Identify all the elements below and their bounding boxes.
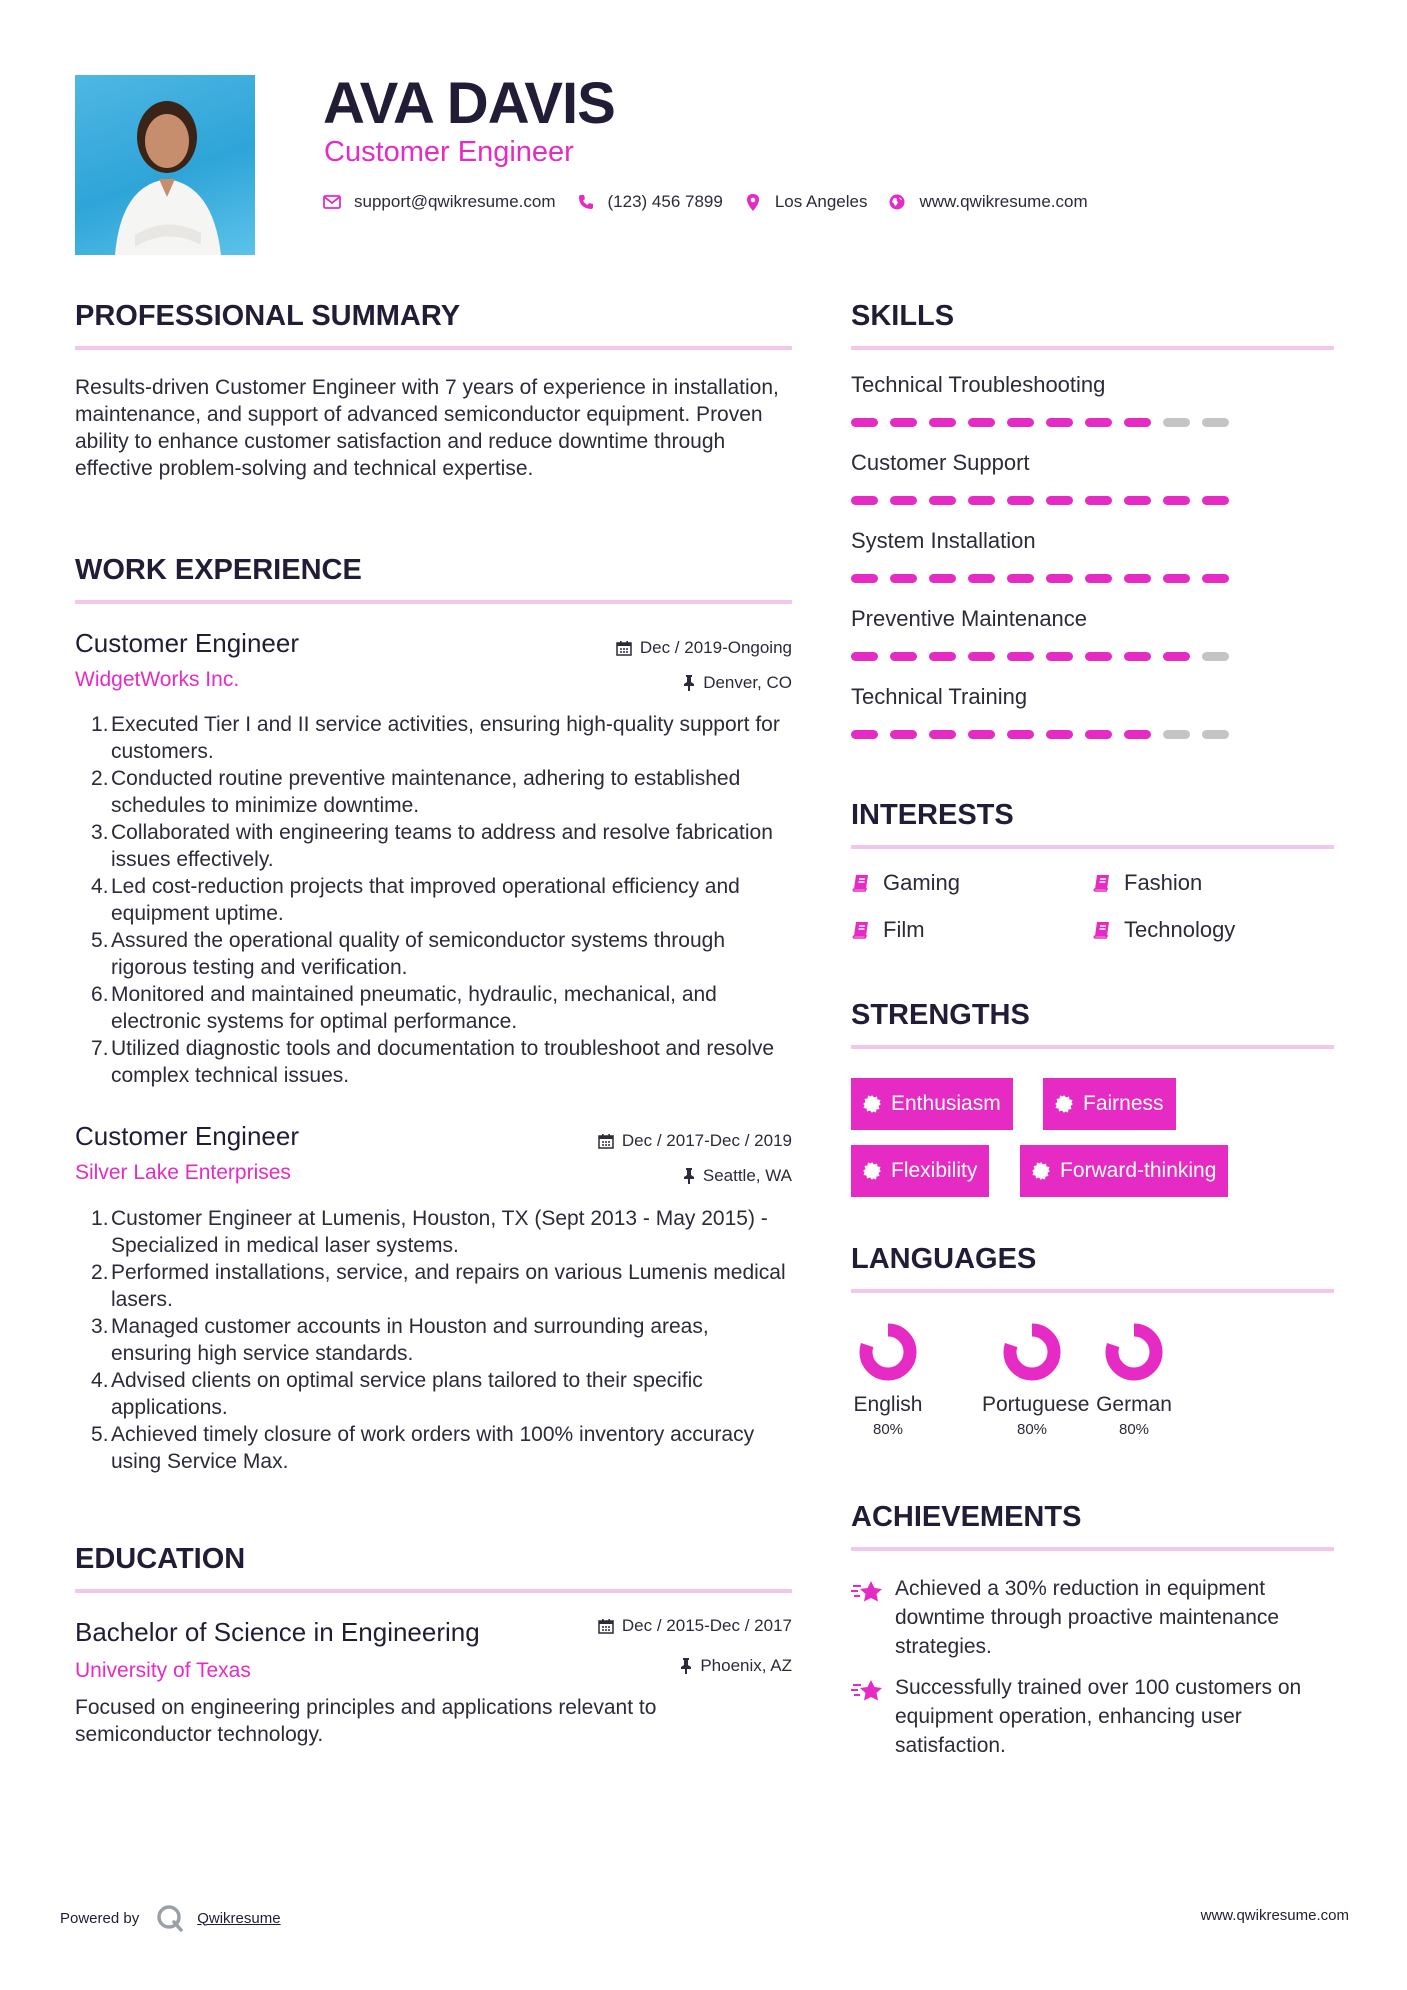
section-title-strengths: STRENGTHS [851, 999, 1030, 1031]
skill-level-segment [1124, 418, 1151, 427]
skill-level-segment [1124, 574, 1151, 583]
language-item [838, 1322, 938, 1438]
skill-level-segment [929, 418, 956, 427]
skill-level-segment [1085, 730, 1112, 739]
education-dates [598, 1616, 792, 1636]
skill-level-segment [1202, 652, 1229, 661]
skill-level-segment [968, 730, 995, 739]
skill-level-segment [1046, 730, 1073, 739]
job-location-text: Seattle, WA [702, 1166, 792, 1185]
language-percent: 80% [1016, 1421, 1048, 1438]
skill-level-segment [890, 496, 917, 505]
skills-list [851, 372, 1334, 762]
strength-label: Fairness [1083, 1092, 1164, 1115]
job-dates [598, 1131, 792, 1151]
badge-icon [863, 1095, 881, 1113]
section-title-skills: SKILLS [851, 300, 955, 332]
calendar-icon [616, 640, 632, 656]
job-location [683, 1166, 792, 1186]
skill-level-segment [1007, 418, 1034, 427]
skill-level-segment [1007, 574, 1034, 583]
skill-level-segment [1163, 730, 1190, 739]
skill-level-segment [968, 574, 995, 583]
footer-website[interactable]: www.qwikresume.com [1200, 1907, 1349, 1924]
language-ring [858, 1322, 918, 1382]
section-title-languages: LANGUAGES [851, 1243, 1037, 1275]
skill-level-segment [1085, 574, 1112, 583]
strength-tag [851, 1145, 989, 1197]
section-divider [75, 1589, 792, 1593]
skill-level-segment [1163, 496, 1190, 505]
badge-icon [1055, 1095, 1073, 1113]
qwikresume-link[interactable]: Qwikresume [197, 1909, 281, 1927]
skill-level-segment [851, 730, 878, 739]
interest-item [1092, 870, 1202, 896]
skill-name: Technical Troubleshooting [851, 372, 1106, 397]
job-dates-text: Dec / 2017-Dec / 2019 [621, 1131, 792, 1150]
footer-powered-by [60, 1903, 281, 1933]
skill-level-segment [968, 418, 995, 427]
section-divider [851, 1289, 1334, 1293]
skill-level-segment [1046, 652, 1073, 661]
phone-icon [576, 192, 596, 212]
achievement-text: Successfully trained over 100 customers on equipment operation, enhancing user satisfaction. [895, 1676, 1302, 1757]
globe-icon [887, 192, 907, 212]
skill-level-segment [1163, 418, 1190, 427]
skill-level-segment [1085, 652, 1112, 661]
language-name: English [853, 1393, 923, 1416]
star-badge-icon [851, 1677, 885, 1707]
contact-location: Los Angeles [774, 192, 868, 211]
section-divider [851, 1547, 1334, 1551]
skill-item [851, 606, 1334, 684]
skill-level-segment [1202, 574, 1229, 583]
school-name: University of Texas [75, 1659, 251, 1682]
interest-label: Fashion [1124, 870, 1203, 895]
skill-level-segment [1202, 730, 1229, 739]
language-percent: 80% [1118, 1421, 1150, 1438]
achievement-item [851, 1574, 1341, 1661]
strength-label: Forward-thinking [1060, 1159, 1217, 1182]
pushpin-icon [683, 675, 695, 691]
skill-level-segment [890, 652, 917, 661]
achievement-text: Achieved a 30% reduction in equipment downtime through proactive maintenance strategies. [895, 1577, 1280, 1658]
email-icon [322, 192, 342, 212]
book-icon [851, 920, 871, 940]
education-location [680, 1656, 792, 1676]
skill-level-segment [890, 730, 917, 739]
star-badge-icon [851, 1578, 885, 1608]
skill-level-segment [1124, 496, 1151, 505]
section-title-experience: WORK EXPERIENCE [75, 554, 362, 586]
skill-level-segment [1046, 574, 1073, 583]
skill-level-segment [1007, 496, 1034, 505]
skill-level-bar [851, 496, 1334, 505]
degree-title: Bachelor of Science in Engineering [75, 1617, 480, 1647]
calendar-icon [598, 1618, 614, 1634]
candidate-name: AVA DAVIS [323, 71, 615, 136]
skill-level-bar [851, 574, 1334, 583]
skill-item [851, 528, 1334, 606]
language-name: Portuguese [982, 1393, 1090, 1416]
skill-level-segment [851, 574, 878, 583]
skill-level-bar [851, 730, 1334, 739]
strength-tag [1020, 1145, 1228, 1197]
skill-level-segment [1046, 496, 1073, 505]
list-item: Assured the operational quality of semiconductor systems through rigorous testing and verification. [111, 929, 725, 979]
interest-label: Film [883, 917, 925, 942]
list-item: Executed Tier I and II service activities, ensuring high-quality support for customers. [111, 713, 780, 763]
achievement-item [851, 1673, 1341, 1760]
skill-level-segment [929, 574, 956, 583]
interest-label: Technology [1124, 917, 1236, 942]
skill-level-bar [851, 652, 1334, 661]
skill-level-segment [890, 418, 917, 427]
skill-name: Preventive Maintenance [851, 606, 1088, 631]
skill-name: System Installation [851, 528, 1036, 553]
list-item: Monitored and maintained pneumatic, hydraulic, mechanical, and electronic systems for optimal performance. [111, 983, 717, 1033]
contact-email[interactable]: support@qwikresume.com [354, 192, 556, 211]
strength-tag [1043, 1078, 1176, 1130]
calendar-icon [598, 1133, 614, 1149]
list-item: Led cost-reduction projects that improved operational efficiency and equipment uptime. [111, 875, 740, 925]
skill-level-segment [1085, 496, 1112, 505]
skill-level-segment [929, 730, 956, 739]
list-item: Customer Engineer at Lumenis, Houston, TX (Sept 2013 - May 2015) - Specialized in medical laser systems. [111, 1207, 768, 1257]
skill-level-segment [929, 496, 956, 505]
section-title-interests: INTERESTS [851, 799, 1014, 831]
skill-item [851, 372, 1334, 450]
skill-item [851, 684, 1334, 762]
language-percent: 80% [872, 1421, 904, 1438]
skill-name: Customer Support [851, 450, 1030, 475]
skill-level-segment [1007, 730, 1034, 739]
interest-item [1092, 917, 1235, 943]
badge-icon [863, 1162, 881, 1180]
strength-label: Enthusiasm [891, 1092, 1001, 1115]
skill-level-segment [1124, 730, 1151, 739]
skill-level-segment [1163, 652, 1190, 661]
interest-item [851, 870, 960, 896]
summary-text: Results-driven Customer Engineer with 7 years of experience in installation, maintenance, and support of advanced semiconductor equipment. Proven ability to enhance customer satisfaction and reduce downtime through effective problem-solving and technical expertise. [75, 376, 779, 480]
section-title-summary: PROFESSIONAL SUMMARY [75, 300, 461, 332]
qwikresume-logo-icon [155, 1903, 185, 1933]
section-divider [851, 1045, 1334, 1049]
list-item: Conducted routine preventive maintenance, adhering to established schedules to minimize downtime. [111, 767, 741, 817]
section-title-education: EDUCATION [75, 1543, 246, 1575]
job-location-text: Denver, CO [703, 673, 792, 692]
skill-item [851, 450, 1334, 528]
list-item: Advised clients on optimal service plans tailored to their specific applications. [111, 1369, 703, 1419]
skill-level-segment [851, 496, 878, 505]
section-title-achievements: ACHIEVEMENTS [851, 1501, 1082, 1533]
skill-level-segment [1007, 652, 1034, 661]
candidate-role: Customer Engineer [324, 136, 574, 168]
list-item: Managed customer accounts in Houston and surrounding areas, ensuring high service standards. [111, 1315, 709, 1365]
book-icon [1092, 873, 1112, 893]
contact-phone[interactable]: (123) 456 7899 [607, 192, 723, 211]
education-text: Focused on engineering principles and applications relevant to semiconductor technology. [75, 1696, 657, 1746]
pushpin-icon [680, 1658, 692, 1674]
contact-website[interactable]: www.qwikresume.com [919, 192, 1088, 211]
education-dates-text: Dec / 2015-Dec / 2017 [621, 1616, 792, 1635]
skill-level-segment [1046, 418, 1073, 427]
profile-photo [75, 75, 255, 255]
skill-level-segment [1085, 418, 1112, 427]
list-item: Performed installations, service, and repairs on various Lumenis medical lasers. [111, 1261, 786, 1311]
badge-icon [1032, 1162, 1050, 1180]
skill-level-segment [1202, 496, 1229, 505]
skill-level-segment [851, 418, 878, 427]
education-location-text: Phoenix, AZ [700, 1656, 792, 1675]
skill-level-segment [851, 652, 878, 661]
job-dates-text: Dec / 2019-Ongoing [639, 638, 792, 657]
contact-bar [322, 192, 1108, 212]
section-divider [851, 845, 1334, 849]
skill-level-segment [929, 652, 956, 661]
language-item [982, 1322, 1090, 1438]
skill-level-segment [968, 496, 995, 505]
skill-level-segment [1124, 652, 1151, 661]
strength-label: Flexibility [891, 1159, 978, 1182]
interest-label: Gaming [883, 870, 961, 895]
job-bullets [93, 711, 793, 1089]
list-item: Collaborated with engineering teams to address and resolve fabrication issues effectively. [111, 821, 773, 871]
interest-item [851, 917, 925, 943]
powered-by-label: Powered by [60, 1909, 140, 1927]
job-title: Customer Engineer [75, 1121, 299, 1151]
map-pin-icon [743, 192, 763, 212]
skill-level-bar [851, 418, 1334, 427]
skill-level-segment [968, 652, 995, 661]
skill-level-segment [1163, 574, 1190, 583]
language-ring [1104, 1322, 1164, 1382]
skill-level-segment [890, 574, 917, 583]
language-name: German [1096, 1393, 1172, 1416]
book-icon [851, 873, 871, 893]
list-item: Utilized diagnostic tools and documentation to troubleshoot and resolve complex technical issues. [111, 1037, 775, 1087]
language-ring [1002, 1322, 1062, 1382]
language-item [1084, 1322, 1184, 1438]
job-bullets [93, 1205, 793, 1475]
section-divider [851, 346, 1334, 350]
strength-tag [851, 1078, 1013, 1130]
skill-name: Technical Training [851, 684, 1028, 709]
section-divider [75, 346, 792, 350]
job-location [683, 673, 792, 693]
list-item: Achieved timely closure of work orders with 100% inventory accuracy using Service Max. [111, 1423, 755, 1473]
job-dates [616, 638, 792, 658]
company-name: WidgetWorks Inc. [75, 668, 240, 691]
job-title: Customer Engineer [75, 628, 299, 658]
skill-level-segment [1202, 418, 1229, 427]
company-name: Silver Lake Enterprises [75, 1161, 291, 1184]
book-icon [1092, 920, 1112, 940]
pushpin-icon [683, 1168, 695, 1184]
section-divider [75, 600, 792, 604]
